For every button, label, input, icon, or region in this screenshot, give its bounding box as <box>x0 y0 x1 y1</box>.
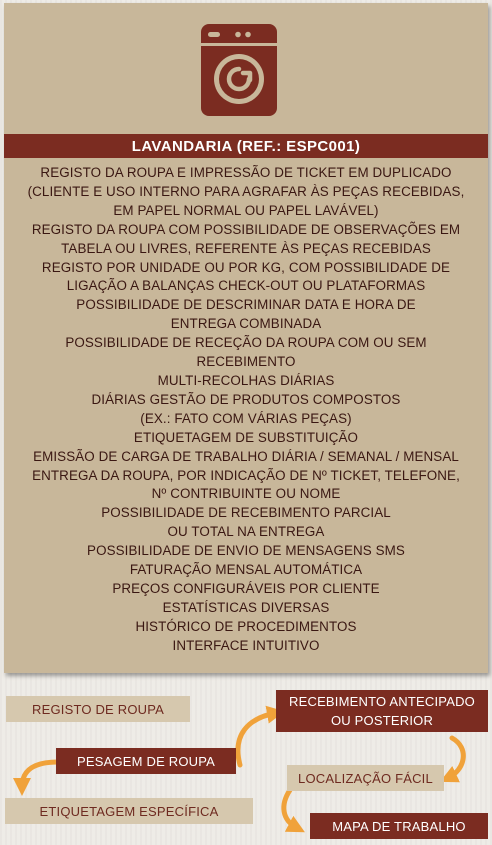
feature-line: EMISSÃO DE CARGA DE TRABALHO DIÁRIA / SEMANAL / MENSAL <box>33 448 459 464</box>
feature-line: REGISTO DA ROUPA E IMPRESSÃO DE TICKET EM DUPLICADO <box>40 165 452 180</box>
feature-line: ETIQUETAGEM DE SUBSTITUIÇÃO <box>133 429 359 445</box>
flow-localizacao-facil: LOCALIZAÇÃO FÁCIL <box>287 765 444 791</box>
feature-line: EM PAPEL NORMAL OU PAPEL LAVÁVEL) <box>113 202 379 218</box>
feature-line: POSSIBILIDADE DE DESCRIMINAR DATA E HORA DE <box>76 297 416 313</box>
feature-line: ESTATÍSTICAS DIVERSAS <box>162 599 330 615</box>
product-title: LAVANDARIA (REF.: ESPC001) <box>4 134 488 158</box>
flow-etiquetagem-especifica: ETIQUETAGEM ESPECÍFICA <box>5 798 253 824</box>
arrow-recebimento-to-localizacao <box>448 738 463 778</box>
flow-recebimento-line2: OU POSTERIOR <box>330 713 434 728</box>
flow-mapa-de-trabalho: MAPA DE TRABALHO <box>310 813 488 839</box>
arrow-pesagem-to-recebimento <box>238 713 276 765</box>
flow-recebimento <box>276 690 488 732</box>
feature-line: MULTI-RECOLHAS DIÁRIAS <box>157 372 335 388</box>
arrow-localizacao-to-mapa <box>284 790 297 828</box>
feature-line: Nº CONTRIBUINTE OU NOME <box>151 486 341 502</box>
feature-line: TABELA OU LIVRES, REFERENTE ÀS PEÇAS RECEBIDAS <box>61 240 431 256</box>
feature-line: RECEBIMENTO <box>196 354 296 370</box>
feature-line: REGISTO DA ROUPA COM POSSIBILIDADE DE OBSERVAÇÕES EM <box>31 221 461 237</box>
feature-line: DIÁRIAS GESTÃO DE PRODUTOS COMPOSTOS <box>91 391 401 407</box>
feature-line: ENTREGA DA ROUPA, POR INDICAÇÃO DE Nº TICKET, TELEFONE, <box>32 467 460 483</box>
flow-pesagem-de-roupa: PESAGEM DE ROUPA <box>56 748 236 774</box>
feature-line: POSSIBILIDADE DE ENVIO DE MENSAGENS SMS <box>87 543 405 559</box>
feature-line: ENTREGA COMBINADA <box>170 316 322 332</box>
feature-line: FATURAÇÃO MENSAL AUTOMÁTICA <box>129 562 363 578</box>
feature-line: REGISTO POR UNIDADE OU POR KG, COM POSSIBILIDADE DE <box>41 259 451 275</box>
feature-line: LIGAÇÃO A BALANÇAS CHECK-OUT OU PLATAFORMAS <box>66 278 426 294</box>
feature-line: POSSIBILIDADE DE RECEÇÃO DA ROUPA COM OU SEM <box>65 335 427 351</box>
feature-line: POSSIBILIDADE DE RECEBIMENTO PARCIAL <box>101 505 391 521</box>
feature-line: OU TOTAL NA ENTREGA <box>167 524 325 540</box>
feature-line: INTERFACE INTUITIVO <box>172 637 320 653</box>
feature-line: (EX.: FATO COM VÁRIAS PEÇAS) <box>140 410 352 426</box>
feature-line: PREÇOS CONFIGURÁVEIS POR CLIENTE <box>112 580 380 596</box>
feature-line: HISTÓRICO DE PROCEDIMENTOS <box>135 618 357 634</box>
arrow-pesagem-to-etiquetagem <box>22 762 58 787</box>
feature-line: (CLIENTE E USO INTERNO PARA AGRAFAR ÀS PEÇAS RECEBIDAS, <box>27 183 465 199</box>
flow-registo-de-roupa: REGISTO DE ROUPA <box>6 696 190 722</box>
flow-recebimento-line1: RECEBIMENTO ANTECIPADO <box>289 694 475 709</box>
